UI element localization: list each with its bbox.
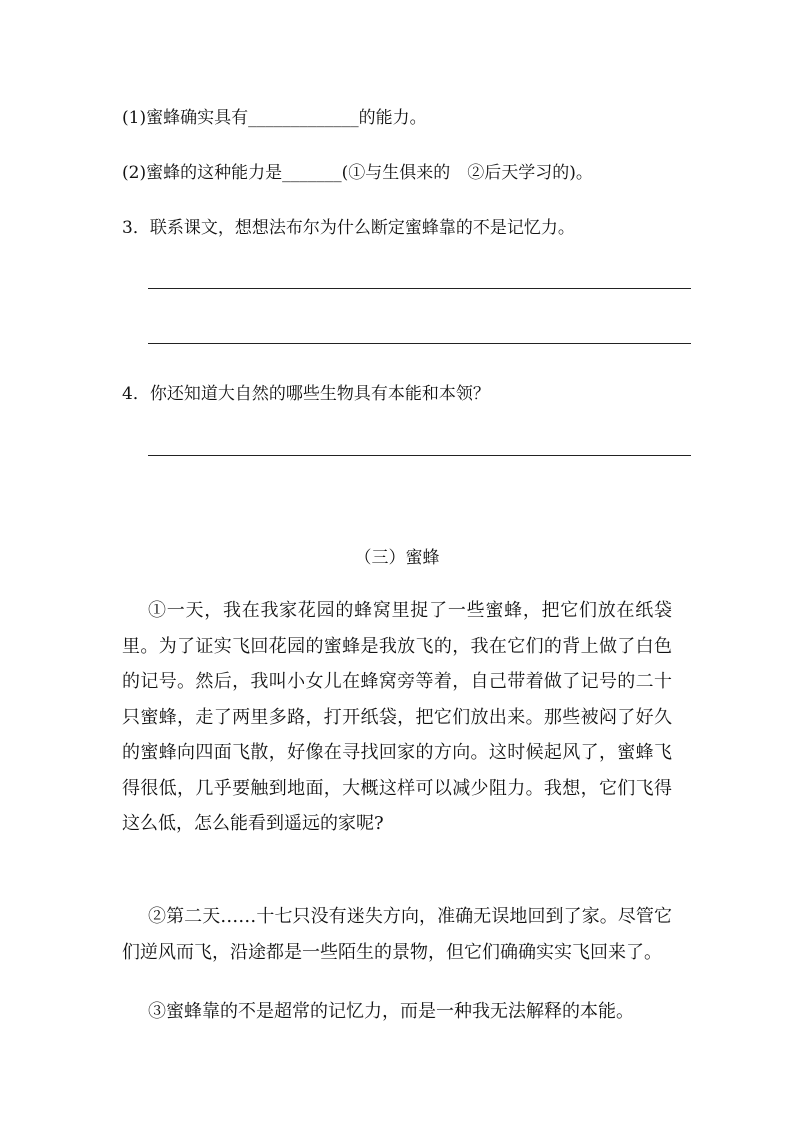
paragraph-1: ①一天，我在我家花园的蜂窝里捉了一些蜜蜂，把它们放在纸袋里。为了证实飞回花园的蜜蜂是我放飞的，我在它们的背上做了白色的记号。然后，我叫小女儿在蜂窝旁等着，自己带着做了记号的二十只蜜蜂，走了两里多路，打开纸袋，把它们放出来。那些被闷了好久的蜜蜂向四面飞散，好像在寻找回家的方向。这时候起风了，蜜蜂飞得很低，几乎要触到地面，大概这样可以减少阻力。我想，它们飞得这么低，怎么能看到遥远的家呢? [122, 600, 672, 834]
answer-line-3a[interactable] [148, 288, 691, 289]
question-1-1: (1)蜜蜂确实具有_____________的能力。 [122, 108, 427, 128]
answer-line-4[interactable] [148, 455, 691, 456]
question-1-2: (2)蜜蜂的这种能力是_______(①与生俱来的 ②后天学习的)。 [122, 163, 593, 183]
paragraph-2: ②第二天……十七只没有迷失方向，准确无误地回到了家。尽管它们逆风而飞，沿途都是一些陌生的景物，但它们确确实实飞回来了。 [122, 906, 672, 963]
question-4: 4．你还知道大自然的哪些生物具有本能和本领？ [122, 384, 490, 404]
section-title: （三）蜜蜂 [354, 548, 440, 568]
paragraph-3: ③蜜蜂靠的不是超常的记忆力，而是一种我无法解释的本能。 [148, 1001, 634, 1022]
question-3: 3．联系课文，想想法布尔为什么断定蜜蜂靠的不是记忆力。 [122, 218, 575, 238]
answer-line-3b[interactable] [148, 343, 691, 344]
